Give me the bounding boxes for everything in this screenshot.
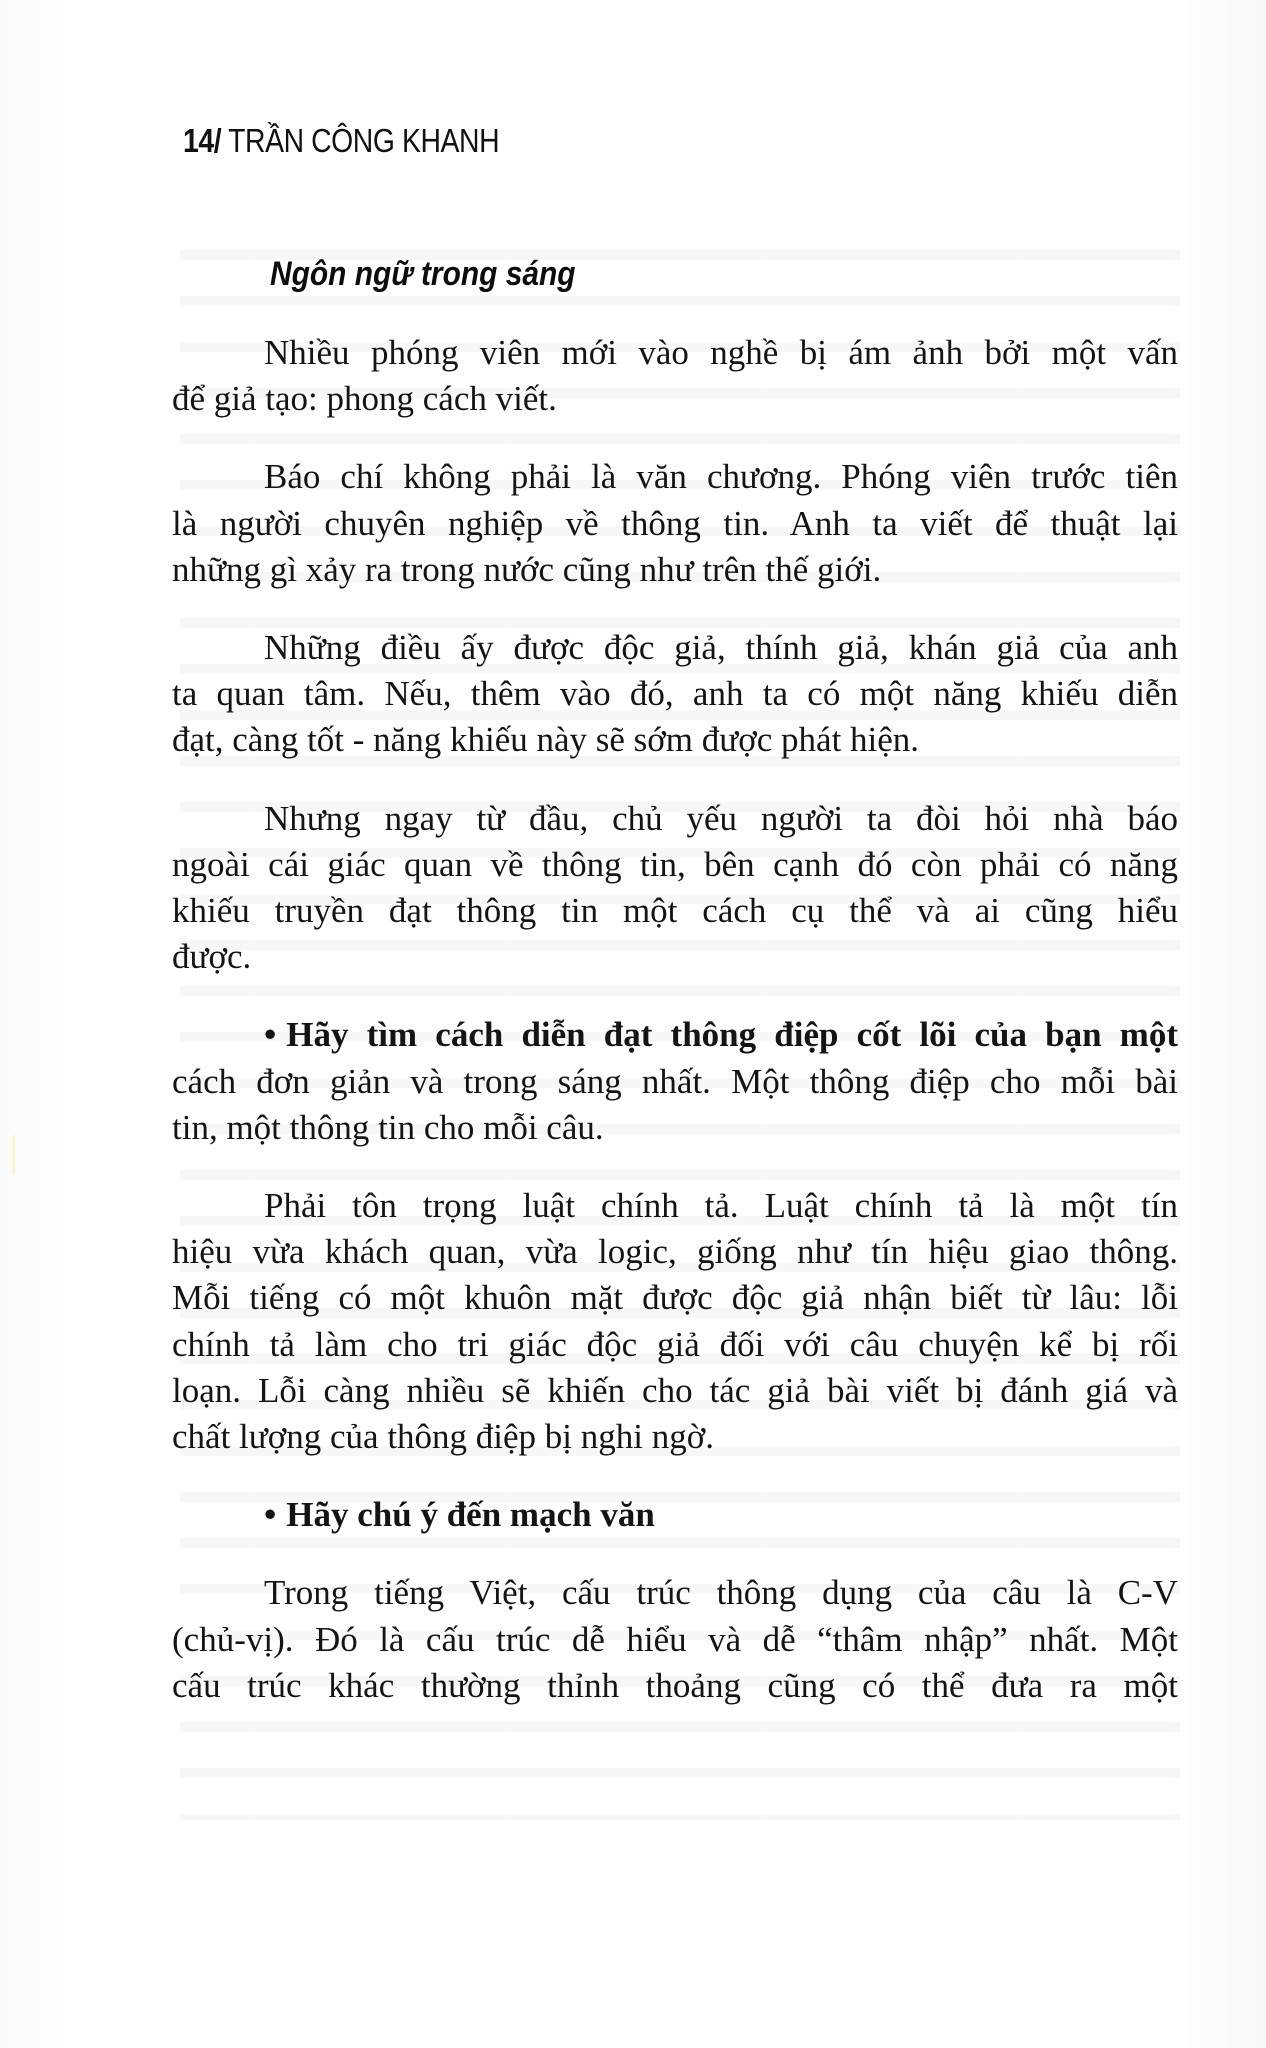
paragraph xyxy=(172,330,1178,422)
text-line: Báo chí không phải là văn chương. Phóng viên trước tiên xyxy=(264,457,1178,497)
text-line: Trong tiếng Việt, cấu trúc thông dụng của câu là C-V xyxy=(264,1573,1178,1613)
text-line: chính tả làm cho tri giác độc giả đối với câu chuyện kể bị rối xyxy=(172,1324,1178,1364)
page-number: 14/ xyxy=(183,122,222,159)
author-name: TRẦN CÔNG KHANH xyxy=(221,122,500,159)
text-line: Mỗi tiếng có một khuôn mặt được độc giả nhận biết từ lâu: lỗi xyxy=(172,1278,1178,1318)
text-line: Nhiều phóng viên mới vào nghề bị ám ảnh bởi một vấn xyxy=(264,333,1178,372)
text-line: tin, một thông tin cho mỗi câu. xyxy=(172,1107,604,1147)
text-line: ngoài cái giác quan về thông tin, bên cạnh đó còn phải có năng xyxy=(172,844,1178,884)
paragraph xyxy=(172,454,1178,593)
text-line: hiệu vừa khách quan, vừa logic, giống như tín hiệu giao thông. xyxy=(172,1232,1178,1272)
text-line: đạt, càng tốt - năng khiếu này sẽ sớm được phát hiện. xyxy=(172,720,920,760)
bullet-icon: • xyxy=(264,1495,277,1535)
bullet-text: Hãy chú ý đến mạch văn xyxy=(286,1495,655,1535)
text-line: chất lượng của thông điệp bị nghi ngờ. xyxy=(172,1417,715,1457)
text-line: (chủ-vị). Đó là cấu trúc dễ hiểu và dễ “thâm nhập” nhất. Một xyxy=(172,1619,1178,1659)
text-line: cách đơn giản và trong sáng nhất. Một thông điệp cho mỗi bài xyxy=(172,1061,1178,1101)
running-header xyxy=(183,122,499,160)
text-line: loạn. Lỗi càng nhiều sẽ khiến cho tác giả bài viết bị đánh giá và xyxy=(172,1370,1178,1410)
text-line: khiếu truyền đạt thông tin một cách cụ thể và ai cũng hiểu xyxy=(172,891,1178,931)
text-line: để giả tạo: phong cách viết. xyxy=(172,379,557,419)
text-line: ta quan tâm. Nếu, thêm vào đó, anh ta có một năng khiếu diễn xyxy=(172,674,1178,714)
text-line xyxy=(172,1012,1178,1058)
paragraph xyxy=(172,1183,1178,1460)
text-line: cấu trúc khác thường thỉnh thoảng cũng có thể đưa ra một xyxy=(172,1665,1178,1705)
bullet-text: Hãy tìm cách diễn đạt thông điệp cốt lõi của bạn một xyxy=(286,1015,1178,1055)
bullet-icon: • xyxy=(264,1015,277,1055)
text-line: được. xyxy=(172,937,252,977)
body-text xyxy=(172,330,1178,1741)
paragraph xyxy=(172,796,1178,981)
bullet-heading xyxy=(172,1492,1178,1538)
text-line: Nhưng ngay từ đầu, chủ yếu người ta đòi hỏi nhà báo xyxy=(264,798,1178,838)
text-line: Phải tôn trọng luật chính tả. Luật chính tả là một tín xyxy=(264,1186,1178,1226)
section-title: Ngôn ngữ trong sáng xyxy=(270,255,576,293)
paper-stain xyxy=(12,1135,15,1175)
text-line xyxy=(172,1492,1178,1538)
text-line: là người chuyên nghiệp về thông tin. Anh ta viết để thuật lại xyxy=(172,503,1178,543)
bullet-paragraph xyxy=(172,1012,1178,1151)
paragraph xyxy=(172,625,1178,764)
paragraph xyxy=(172,1570,1178,1709)
text-line: Những điều ấy được độc giả, thính giả, khán giả của anh xyxy=(264,628,1178,668)
text-line: những gì xảy ra trong nước cũng như trên thế giới. xyxy=(172,549,882,589)
